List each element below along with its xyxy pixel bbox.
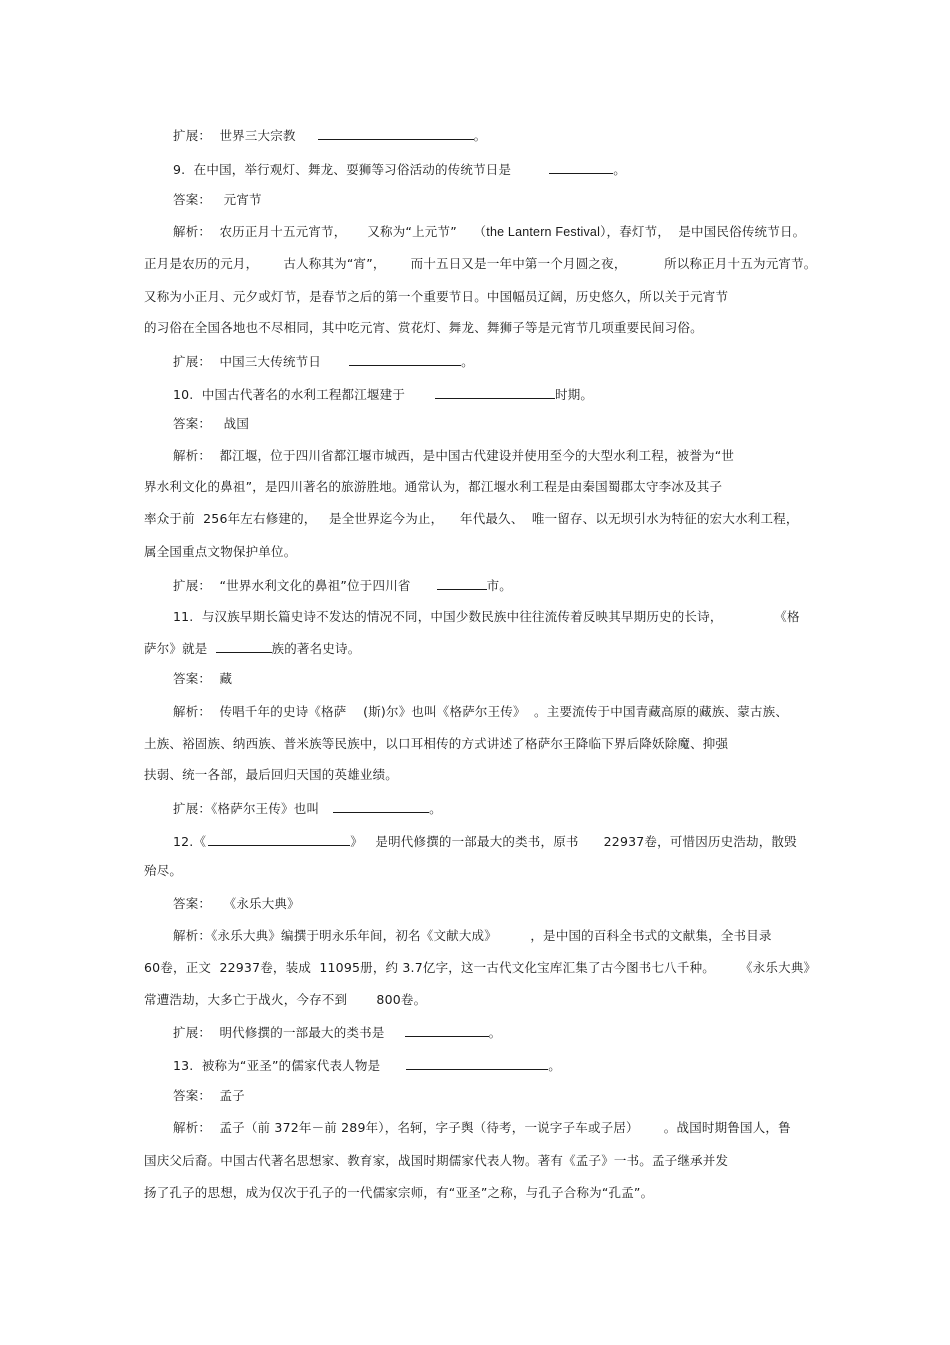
answer-blank[interactable] xyxy=(333,800,429,813)
extension-line-gesar: 扩展：《格萨尔王传》也叫 。 xyxy=(173,801,442,816)
analysis-11-line-1: 解析： 传唱千年的史诗《格萨 (斯)尔》也叫《格萨尔王传》 。主要流传于中国青藏高原的藏族、蒙古族、 xyxy=(173,704,789,719)
analysis-10-line-3: 率众于前 256年左右修建的， 是全世界迄今为止， 年代最久、 唯一留存、以无坝引水为特征的宏大水利工程， xyxy=(144,511,799,526)
analysis-13-line-3: 扬了孔子的思想，成为仅次于孔子的一代儒家宗师，有“亚圣”之称，与孔子合称为“孔孟”。 xyxy=(144,1185,654,1200)
analysis-10-line-1: 解析： 都江堰，位于四川省都江堰市城西，是中国古代建设并使用至今的大型水利工程，被誉为“世 xyxy=(173,448,735,463)
answer-10: 答案： 战国 xyxy=(173,416,250,431)
analysis-9-line-4: 的习俗在全国各地也不尽相同，其中吃元宵、赏花灯、舞龙、舞狮子等是元宵节几项重要民间习俗。 xyxy=(144,320,703,335)
answer-blank[interactable] xyxy=(435,386,555,399)
extension-line-encyclopedia: 扩展： 明代修撰的一部最大的类书是 。 xyxy=(173,1025,502,1040)
answer-blank[interactable] xyxy=(406,1057,548,1070)
answer-11: 答案： 藏 xyxy=(173,671,233,686)
answer-9: 答案： 元宵节 xyxy=(173,192,262,207)
answer-blank[interactable] xyxy=(318,127,474,140)
answer-blank[interactable] xyxy=(549,161,613,174)
answer-blank[interactable] xyxy=(405,1024,489,1037)
analysis-10-line-4: 属全国重点文物保护单位。 xyxy=(144,544,297,559)
analysis-12-line-3: 常遭浩劫，大多亡于战火，今存不到 800卷。 xyxy=(144,992,427,1007)
analysis-9-line-1: 解析： 农历正月十五元宵节， 又称为“上元节” （the Lantern Festival），春灯节， 是中国民俗传统节日。 xyxy=(173,224,806,239)
extension-line-festivals: 扩展： 中国三大传统节日 。 xyxy=(173,354,474,369)
answer-blank[interactable] xyxy=(437,577,487,590)
analysis-11-line-3: 扶弱、统一各部，最后回归天国的英雄业绩。 xyxy=(144,767,399,782)
extension-line-religions: 扩展： 世界三大宗教 。 xyxy=(173,128,487,143)
question-12-line-1: 12.《 》 是明代修撰的一部最大的类书，原书 22937卷，可惜因历史浩劫，散毁 xyxy=(173,834,797,849)
question-10: 10. 中国古代著名的水利工程都江堰建于 时期。 xyxy=(173,387,594,402)
analysis-9-line-2: 正月是农历的元月， 古人称其为“宵”， 而十五日又是一年中第一个月圆之夜， 所以称正月十五为元宵节。 xyxy=(144,256,817,271)
analysis-10-line-2: 界水利文化的鼻祖”，是四川著名的旅游胜地。通常认为，都江堰水利工程是由秦国蜀郡太守李冰及其子 xyxy=(144,479,723,494)
analysis-12-line-1: 解析：《永乐大典》编撰于明永乐年间，初名《文献大成》 ，是中国的百科全书式的文献集，全书目录 xyxy=(173,928,772,943)
answer-blank[interactable] xyxy=(208,833,350,846)
question-12-line-2: 殆尽。 xyxy=(144,863,183,878)
extension-line-dujiangyan: 扩展： “世界水利文化的鼻祖”位于四川省 市。 xyxy=(173,578,513,593)
question-9: 9. 在中国，举行观灯、舞龙、耍狮等习俗活动的传统节日是 。 xyxy=(173,162,626,177)
question-11-line-1: 11. 与汉族早期长篇史诗不发达的情况不同，中国少数民族中往往流传着反映其早期历史的长诗， 《格 xyxy=(173,609,800,624)
analysis-12-line-2: 60卷，正文 22937卷，装成 11095册，约 3.7亿字，这一古代文化宝库汇集了古今图书七八千种。 《永乐大典》 xyxy=(144,960,817,975)
question-13: 13. 被称为“亚圣”的儒家代表人物是 。 xyxy=(173,1058,561,1073)
question-11-line-2: 萨尔》就是 族的著名史诗。 xyxy=(144,641,361,656)
analysis-11-line-2: 土族、裕固族、纳西族、普米族等民族中，以口耳相传的方式讲述了格萨尔王降临下界后降妖除魔、抑强 xyxy=(144,736,729,751)
answer-13: 答案： 孟子 xyxy=(173,1088,245,1103)
answer-12: 答案： 《永乐大典》 xyxy=(173,896,300,911)
analysis-13-line-2: 国庆父后裔。中国古代著名思想家、教育家，战国时期儒家代表人物。著有《孟子》一书。孟子继承并发 xyxy=(144,1153,729,1168)
analysis-9-line-3: 又称为小正月、元夕或灯节，是春节之后的第一个重要节日。中国幅员辽阔，历史悠久，所以关于元宵节 xyxy=(144,289,729,304)
answer-blank[interactable] xyxy=(349,353,461,366)
analysis-13-line-1: 解析： 孟子（前 372年－前 289年），名轲，字子舆（待考，一说字子车或子居） 。战国时期鲁国人，鲁 xyxy=(173,1120,791,1135)
answer-blank[interactable] xyxy=(216,640,272,653)
